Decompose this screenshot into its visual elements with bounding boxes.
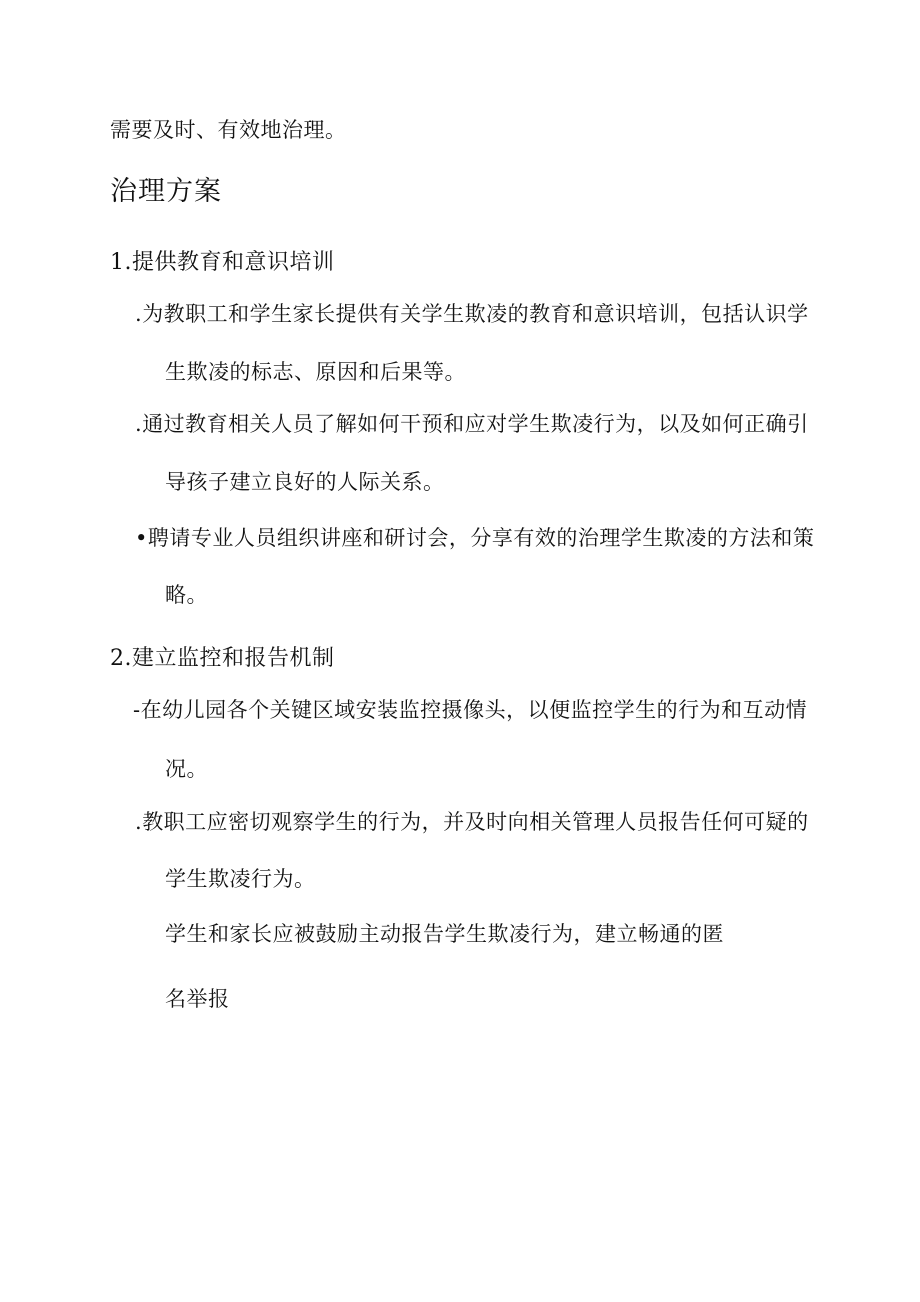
list-item: [135, 524, 814, 552]
list-item-text-line2: 学生欺凌行为。: [165, 867, 316, 891]
list-marker: -: [133, 698, 141, 722]
list-item-text-line2: 况。: [165, 757, 208, 781]
list-item-text-line2: 生欺凌的标志、原因和后果等。: [165, 360, 466, 384]
list-item-text-line2: 名举报: [165, 987, 230, 1011]
list-item: [135, 410, 809, 438]
list-item: [135, 808, 809, 836]
list-marker: .: [135, 412, 143, 436]
list-item-text-line1: 教职工应密切观察学生的行为，并及时向相关管理人员报告任何可疑的: [142, 810, 809, 834]
subsection-title-1: 1.提供教育和意识培训: [110, 250, 335, 275]
list-item-text-line1: 为教职工和学生家长提供有关学生欺凌的教育和意识培训，包括认识学: [142, 302, 809, 326]
list-item-text-line1: 在幼儿园各个关键区域安装监控摄像头，以便监控学生的行为和互动情: [140, 698, 808, 722]
list-item: [165, 920, 724, 948]
list-item: [133, 696, 807, 724]
list-item-text-line2: 导孩子建立良好的人际关系。: [165, 470, 445, 494]
intro-text: 需要及时、有效地治理。: [110, 118, 347, 142]
list-item-text-line2: 略。: [165, 583, 208, 607]
list-item-text-line1: 通过教育相关人员了解如何干预和应对学生欺凌行为，以及如何正确引: [142, 412, 809, 436]
list-marker: .: [135, 810, 143, 834]
subsection-title-2: 2.建立监控和报告机制: [110, 646, 335, 671]
list-marker: .: [135, 302, 143, 326]
list-item-text-line1: 聘请专业人员组织讲座和研讨会，分享有效的治理学生欺凌的方法和策: [147, 526, 815, 550]
section-heading: 治理方案: [110, 176, 222, 207]
list-marker: •: [135, 526, 148, 550]
list-item-text-line1: 学生和家长应被鼓励主动报告学生欺凌行为，建立畅通的匿: [165, 922, 724, 946]
list-item: [135, 300, 809, 328]
